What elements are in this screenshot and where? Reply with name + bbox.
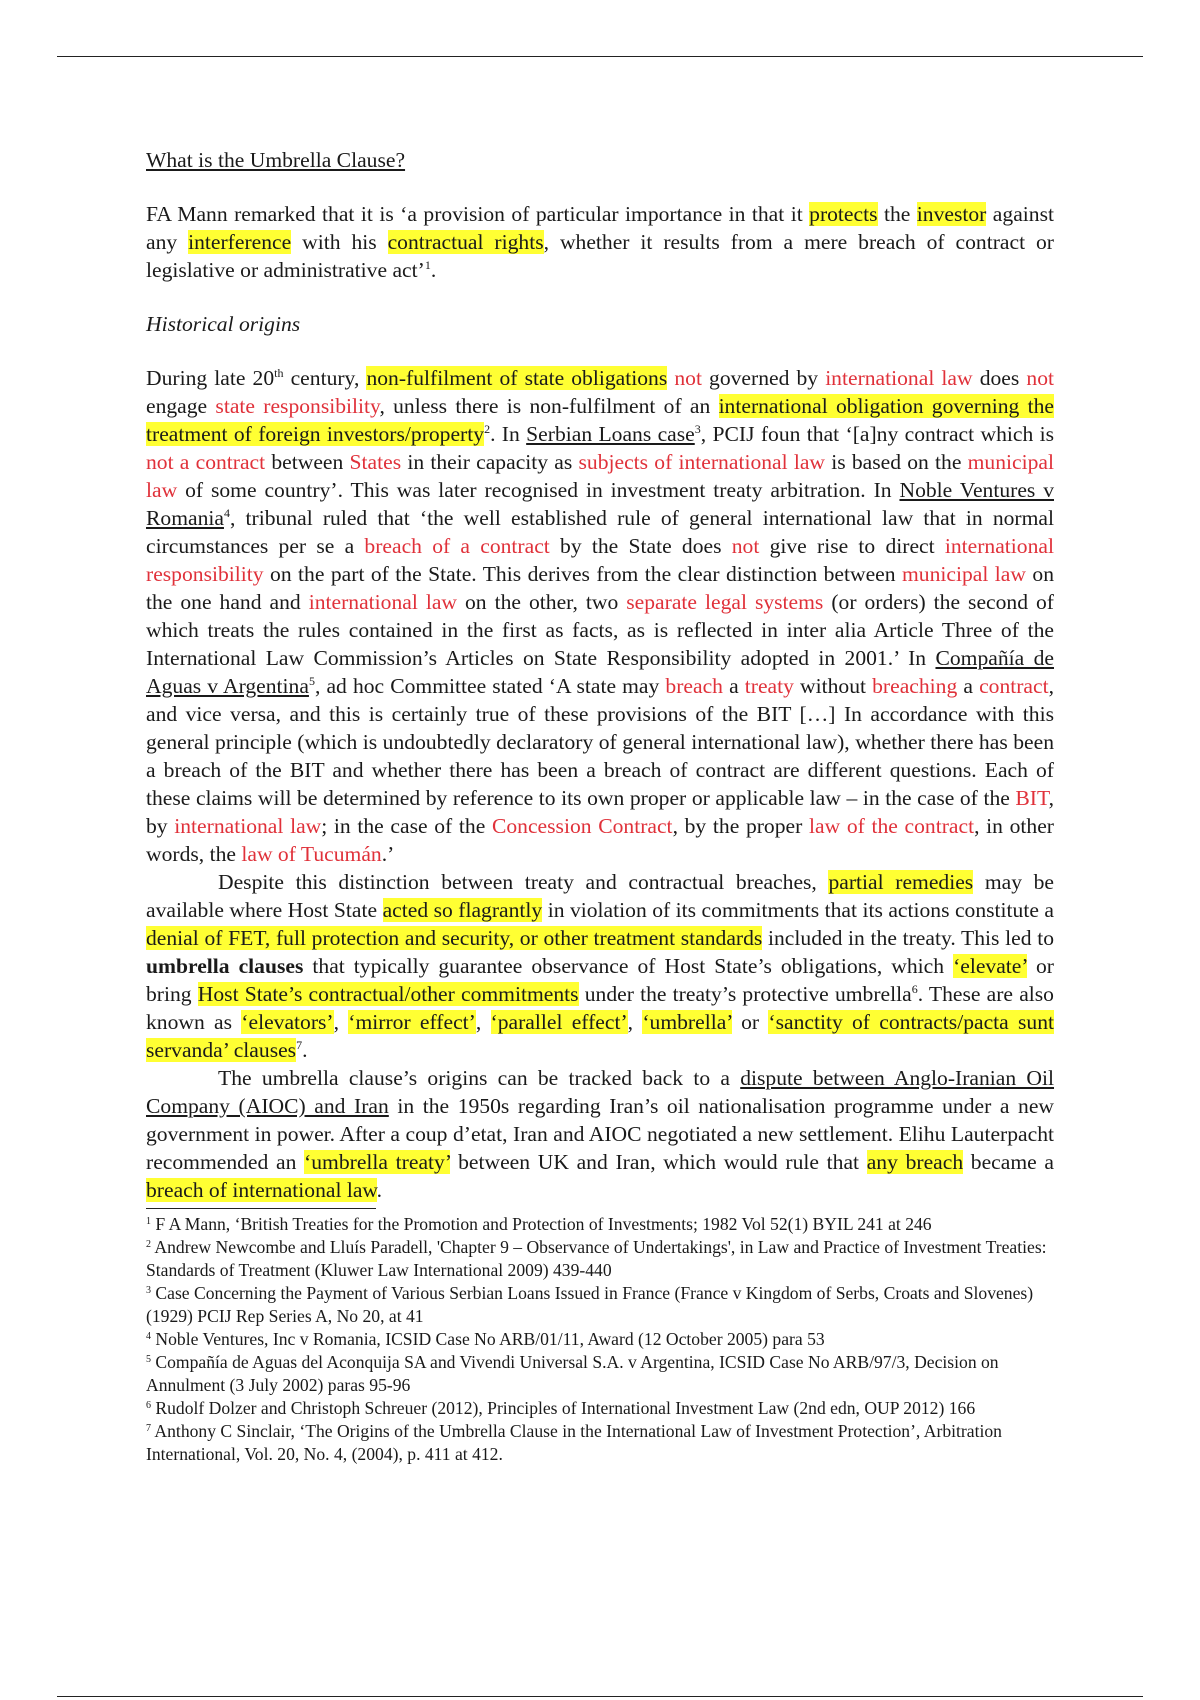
text: on the other, two	[457, 590, 627, 614]
highlight: acted so flagrantly	[382, 898, 543, 922]
highlight: denial of FET, full protection and security, or other treatment standards	[146, 926, 763, 950]
text: became a	[963, 1150, 1054, 1174]
highlight: partial remedies	[828, 870, 974, 894]
highlight: protects	[809, 202, 878, 226]
text: engage	[146, 394, 216, 418]
footnote	[146, 1328, 1054, 1351]
highlight: ‘sanctity of contracts/pacta sunt servanda’ clauses	[146, 1010, 1055, 1062]
red-term: not	[731, 534, 760, 558]
highlight: interference	[188, 230, 292, 254]
highlight: investor	[916, 202, 987, 226]
footnote-text: Andrew Newcombe and Lluís Paradell, 'Chapter 9 – Observance of Undertakings', in Law and Practice of Investment Treaties: Standards of Treatment (Kluwer Law International 2009) 439-440	[146, 1237, 1047, 1280]
red-term: international responsibility	[146, 534, 1054, 586]
footnote-separator	[146, 1208, 376, 1209]
footnote-text: Rudolf Dolzer and Christoph Schreuer (2012), Principles of International Investment Law (2nd edn, OUP 2012) 166	[151, 1398, 976, 1418]
highlight: breach of international law	[146, 1178, 377, 1202]
text: , by	[146, 786, 1054, 838]
section-subheading: Historical origins	[146, 312, 301, 336]
highlight: international obligation governing the treatment of foreign investors/property	[146, 394, 1054, 446]
text: on the one hand and	[146, 562, 1055, 614]
footnote-text: Anthony C Sinclair, ‘The Origins of the Umbrella Clause in the International Law of Investment Protection’, Arbitration International, Vol. 20, No. 4, (2004), p. 411 at 412.	[146, 1421, 1002, 1464]
text: a	[722, 674, 745, 698]
bottom-rule	[57, 1696, 1143, 1697]
text: or	[731, 1010, 769, 1034]
red-term: Concession Contract	[491, 814, 673, 838]
historical-paragraph-3	[146, 1064, 1054, 1204]
text: , by the proper	[672, 814, 809, 838]
highlight: ‘umbrella’	[642, 1010, 732, 1034]
bold-term: umbrella clauses	[146, 954, 304, 978]
text: in violation of its commitments that its actions constitute a	[542, 898, 1054, 922]
footnote-number: 4	[146, 1331, 151, 1342]
text: give rise to direct	[759, 534, 945, 558]
red-term: breach of a contract	[364, 534, 550, 558]
red-term: law of Tucumán	[241, 842, 382, 866]
text: ,	[627, 1010, 643, 1034]
footnote-number: 2	[146, 1239, 151, 1250]
text: that typically guarantee observance of Host State’s obligations, which	[303, 954, 954, 978]
footnote-ref[interactable]: 6	[911, 982, 918, 996]
footnote-number: 6	[146, 1400, 151, 1411]
text: FA Mann remarked that it is ‘a provision of particular importance in that it	[146, 202, 810, 226]
red-term: municipal law	[146, 450, 1054, 502]
text: between UK and Iran, which would rule that	[450, 1150, 867, 1174]
text: may be available where Host State	[146, 870, 1055, 922]
text: .’	[381, 842, 395, 866]
footnotes	[146, 1213, 1054, 1466]
intro-paragraph	[146, 200, 1054, 284]
page-title: What is the Umbrella Clause?	[146, 148, 406, 172]
text: . These are also known as	[146, 982, 1054, 1034]
text: , unless there is non-fulfilment of an	[379, 394, 719, 418]
footnote-number: 7	[146, 1423, 151, 1434]
red-term: subjects of international law	[578, 450, 826, 474]
highlight: ‘elevators’	[241, 1010, 334, 1034]
highlight: ‘parallel effect’	[490, 1010, 628, 1034]
footnote	[146, 1282, 1054, 1328]
text: , ad hoc Committee stated ‘A state may	[314, 674, 666, 698]
highlight: ‘elevate’	[953, 954, 1027, 978]
highlight: ‘umbrella treaty’	[304, 1150, 451, 1174]
case-name: Compañía de Aguas v Argentina	[146, 646, 1054, 698]
red-term: not a contract	[146, 450, 266, 474]
text: century,	[283, 366, 367, 390]
red-term: international law	[308, 590, 458, 614]
highlight: ‘mirror effect’	[348, 1010, 476, 1034]
text: ; in the case of the	[321, 814, 492, 838]
footnote-text: Compañía de Aguas del Aconquija SA and Vivendi Universal S.A. v Argentina, ICSID Case No ARB/97/3, Decision on Annulment (3 July 2002) paras 95-96	[146, 1352, 999, 1395]
footnote-ref[interactable]: 4	[223, 506, 230, 520]
top-rule	[57, 56, 1143, 57]
red-term: contract	[979, 674, 1049, 698]
red-term: international law	[174, 814, 322, 838]
footnote-number: 3	[146, 1285, 151, 1296]
text: , tribunal ruled that ‘the well established rule of general international law that in normal circumstances per se a	[146, 506, 1054, 558]
text: on the part of the State. This derives from the clear distinction between	[263, 562, 902, 586]
text: with his	[291, 230, 388, 254]
text: . In	[490, 422, 527, 446]
red-term: international law	[825, 366, 973, 390]
footnote	[146, 1397, 1054, 1420]
footnote	[146, 1420, 1054, 1466]
text: under the treaty’s protective umbrella	[578, 982, 912, 1006]
document-page	[146, 146, 1054, 1466]
case-name: dispute between Anglo-Iranian Oil Company (AIOC) and Iran	[146, 1066, 1055, 1118]
text: ,	[475, 1010, 491, 1034]
text: the	[877, 202, 917, 226]
text: , PCIJ foun that ‘[a]ny contract which is	[700, 422, 1055, 446]
text: ,	[333, 1010, 349, 1034]
footnote-text: F A Mann, ‘British Treaties for the Promotion and Protection of Investments; 1982 Vol 52(1) BYIL 241 at 246	[151, 1214, 932, 1234]
text: included in the treaty. This led to	[762, 926, 1054, 950]
text: in the 1950s regarding Iran’s oil nationalisation programme under a new government in power. After a coup d’etat, Iran and AIOC negotiated a new settlement. Elihu Lauterpacht recommended an	[146, 1094, 1054, 1174]
footnote-ref[interactable]: 2	[484, 422, 491, 436]
text: , whether it results from a mere breach of contract or legislative or administrative act’	[146, 230, 1054, 282]
red-term: separate legal systems	[626, 590, 824, 614]
red-term: law of the contract	[808, 814, 975, 838]
text: .	[376, 1178, 383, 1202]
red-term: BIT	[1015, 786, 1049, 810]
highlight: contractual rights	[387, 230, 544, 254]
text: of some country’. This was later recognised in investment treaty arbitration. In	[177, 478, 900, 502]
red-term: breach	[665, 674, 723, 698]
red-term: not	[1026, 366, 1054, 390]
text: does	[972, 366, 1027, 390]
text: or bring	[146, 954, 1054, 1006]
text: against any	[146, 202, 1054, 254]
text: by the State does	[549, 534, 732, 558]
historical-paragraph-2	[146, 868, 1054, 1064]
highlight: any breach	[866, 1150, 964, 1174]
text: Despite this distinction between treaty and contractual breaches,	[218, 870, 829, 894]
red-term: treaty	[744, 674, 794, 698]
footnote-number: 1	[146, 1216, 151, 1227]
case-name: Serbian Loans case	[526, 422, 695, 446]
footnote-ref[interactable]: 1	[424, 258, 431, 272]
text: The umbrella clause’s origins can be tracked back to a	[218, 1066, 741, 1090]
footnote-text: Noble Ventures, Inc v Romania, ICSID Case No ARB/01/11, Award (12 October 2005) para 53	[151, 1329, 825, 1349]
text: governed by	[701, 366, 826, 390]
text: , and vice versa, and this is certainly true of these provisions of the BIT […] In accordance with this general principle (which is undoubtedly declaratory of general international law), whether there has been a breach of the BIT and whether there has been a breach of contract are different questions. Each of these claims will be determined by reference to its own proper or applicable law – in the case of the	[146, 674, 1055, 810]
text: (or orders) the second of which treats the rules contained in the first as facts, as is reflected in inter alia Article Three of the International Law Commission’s Articles on State Responsibility adopted in 2001.’ In	[146, 590, 1054, 670]
footnote-ref[interactable]: 5	[308, 674, 315, 688]
text: .	[302, 1038, 308, 1062]
case-name: Noble Ventures v Romania	[146, 478, 1054, 530]
footnote	[146, 1236, 1054, 1282]
text: without	[793, 674, 873, 698]
red-term: state responsibility	[215, 394, 380, 418]
highlight: Host State’s contractual/other commitments	[197, 982, 579, 1006]
red-term: States	[349, 450, 402, 474]
ordinal-suffix: th	[274, 366, 284, 380]
text: , in other words, the	[146, 814, 1054, 866]
historical-paragraph-1	[146, 364, 1054, 868]
text: is based on the	[825, 450, 968, 474]
text: During late 20	[146, 366, 275, 390]
red-term: municipal law	[901, 562, 1026, 586]
text: between	[265, 450, 350, 474]
text: in their capacity as	[401, 450, 579, 474]
red-term: not	[674, 366, 702, 390]
footnote	[146, 1351, 1054, 1397]
footnote-number: 5	[146, 1354, 151, 1365]
text: .	[430, 258, 437, 282]
text: a	[957, 674, 980, 698]
red-term: breaching	[872, 674, 958, 698]
footnote-text: Case Concerning the Payment of Various Serbian Loans Issued in France (France v Kingdom of Serbs, Croats and Slovenes) (1929) PCIJ Rep Series A, No 20, at 41	[146, 1283, 1034, 1326]
footnote-ref[interactable]: 7	[296, 1038, 303, 1052]
footnote	[146, 1213, 1054, 1236]
highlight: non-fulfilment of state obligations	[366, 366, 668, 390]
footnote-ref[interactable]: 3	[694, 422, 701, 436]
